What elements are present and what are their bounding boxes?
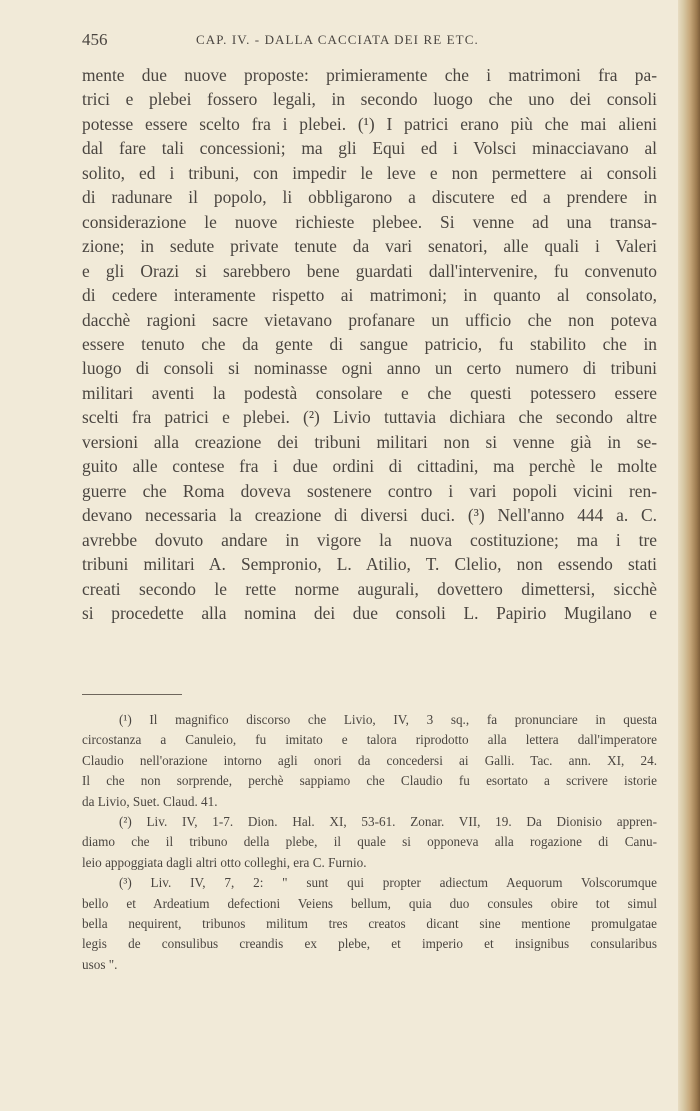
page-edge-shadow	[678, 0, 700, 1111]
body-line: essere tenuto che da gente di sangue patricio, fu stabilito che in	[82, 333, 657, 354]
footnote-line: usos ".	[82, 956, 118, 972]
footnote-line: bella nequirent, tribunos militum tres creatos dicant sine mentione promulgatae	[82, 916, 657, 932]
body-line: considerazione le nuove richieste plebee. Si venne ad una transa-	[82, 211, 657, 232]
body-line: tribuni militari A. Sempronio, L. Atilio, T. Clelio, non essendo stati	[82, 554, 657, 575]
body-line: di radunare il popolo, li obbligarono a discutere ed a prendere in	[82, 187, 657, 208]
footnote-line: bello et Ardeatium defectioni Veiens bellum, quia duo consules obire tot simul	[82, 895, 657, 911]
footnote-line: legis de consulibus creandis ex plebe, et imperio et insignibus consularibus	[82, 936, 657, 952]
footnote-line: circostanza a Canuleio, fu imitato e talora riprodotto alla lettera dall'imperatore	[82, 732, 657, 748]
body-line: solito, ed i tribuni, con impedir le leve e non permettere ai consoli	[82, 162, 657, 183]
body-line: zione; in sedute private tenute da vari senatori, alle quali i Valeri	[82, 236, 657, 257]
body-line: dacchè ragioni sacre vietavano profanare un ufficio che non poteva	[82, 309, 657, 330]
footnote-line: leio appoggiata dagli altri otto colleghi, era C. Furnio.	[82, 854, 367, 870]
footnote-line: Il che non sorprende, perchè sappiamo che Claudio fu esortato a scrivere istorie	[82, 773, 657, 789]
footnote-line: diamo che il tribuno della plebe, il quale si opponeva alla rogazione di Canu-	[82, 834, 657, 850]
footnote-line: (¹) Il magnifico discorso che Livio, IV, 3 sq., fa pronunciare in questa	[119, 712, 657, 727]
body-line: militari aventi la podestà consolare e che questi potessero essere	[82, 382, 657, 403]
footnote-line: da Livio, Suet. Claud. 41.	[82, 793, 218, 809]
body-line: dal fare tali concessioni; ma gli Equi ed i Volsci minacciavano al	[82, 138, 657, 159]
footnote-rule	[82, 694, 182, 695]
page-header	[82, 30, 652, 52]
body-line: potesse essere scelto fra i plebei. (¹) I patrici erano più che mai alieni	[82, 113, 657, 134]
body-line: versioni alla creazione dei tribuni militari non si venne già in se-	[82, 431, 657, 452]
body-line: scelti fra patrici e plebei. (²) Livio tuttavia dichiara che secondo altre	[82, 407, 657, 428]
body-text	[82, 63, 657, 625]
footnote-line: (²) Liv. IV, 1-7. Dion. Hal. XI, 53-61. Zonar. VII, 19. Da Dionisio appren-	[119, 814, 657, 830]
body-line: di cedere interamente rispetto ai matrimoni; in quanto al consolato,	[82, 285, 657, 306]
body-line: trici e plebei fossero legali, in secondo luogo che uno dei consoli	[82, 89, 657, 110]
body-line: luogo di consoli si nominasse ogni anno un certo numero di tribuni	[82, 358, 657, 379]
running-head: CAP. IV. - DALLA CACCIATA DEI RE ETC.	[196, 32, 479, 47]
footnote-line: (³) Liv. IV, 7, 2: " sunt qui propter adiectum Aequorum Volscorumque	[119, 875, 657, 891]
body-line: mente due nuove proposte: primieramente che i matrimoni fra pa-	[82, 65, 657, 85]
page-number: 456	[82, 30, 108, 49]
body-line: creati secondo le rette norme augurali, dovettero dimettersi, sicchè	[82, 578, 657, 599]
footnotes	[82, 710, 657, 975]
body-line: guito alle contese fra i due ordini di cittadini, ma perchè le molte	[82, 456, 657, 477]
footnote-line: Claudio nell'orazione intorno agli onori da concedersi ai Galli. Tac. ann. XI, 24.	[82, 752, 657, 768]
body-line: avrebbe dovuto andare in vigore la nuova costituzione; ma i tre	[82, 529, 657, 550]
body-line: si procedette alla nomina dei due consoli L. Papirio Mugilano e	[82, 602, 657, 623]
body-line: e gli Orazi si sarebbero bene guardati dall'intervenire, fu convenuto	[82, 260, 657, 281]
body-line: devano necessaria la creazione di diversi duci. (³) Nell'anno 444 a. C.	[82, 505, 657, 526]
body-line: guerre che Roma doveva sostenere contro i vari popoli vicini ren-	[82, 480, 657, 501]
